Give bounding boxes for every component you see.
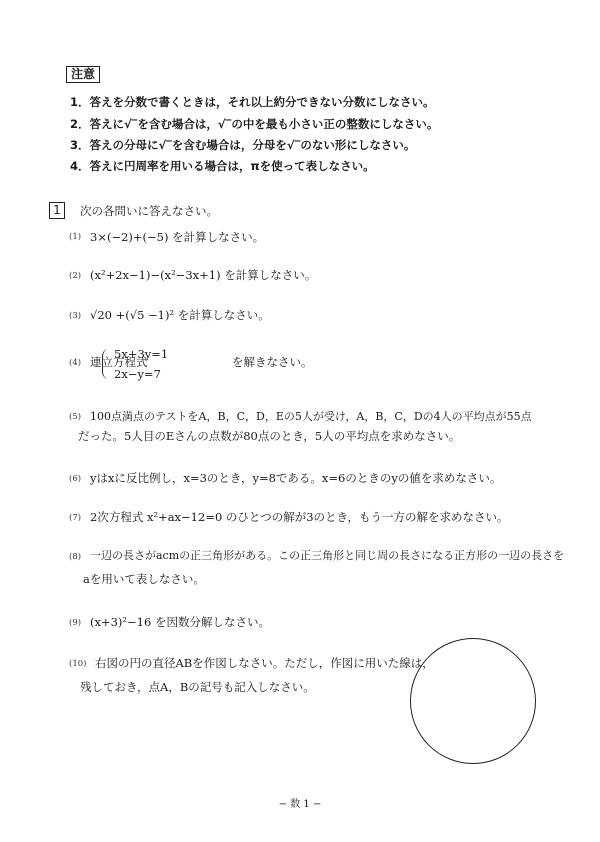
problem-4-tail: を解きなさい。 <box>232 355 313 369</box>
problem-6-number: (6) <box>69 474 82 484</box>
page-number: − 数 1 − <box>278 799 322 810</box>
notice-item-2: 2．答えに√‾を含む場合は，√‾の中を最も小さい正の整数にしなさい。 <box>70 117 439 131</box>
problem-8-number: (8) <box>69 552 82 562</box>
notice-label: 注意 <box>66 66 100 83</box>
problem-5-line-1: 100点満点のテストをA，B，C，D，Eの5人が受け，A，B，C，Dの4人の平均点が55点 <box>90 410 532 423</box>
problem-6-text: yはxに反比例し，x=3のとき，y=8である。x=6のときのyの値を求めなさい。 <box>90 471 502 485</box>
section-intro: 次の各問いに答えなさい。 <box>80 204 218 218</box>
section-number-box: 1 <box>49 202 65 219</box>
problem-9-number: (9) <box>69 618 82 628</box>
problem-7-text: 2次方程式 x²+ax−12=0 のひとつの解が3のとき，もう一方の解を求めなさい。 <box>90 510 509 524</box>
problem-10-line-2: 残しておき，点A，Bの記号も記入しなさい。 <box>80 680 315 694</box>
problem-1-number: (1) <box>69 232 82 242</box>
problem-4-equation-1: 5x+3y=1 <box>114 347 169 361</box>
problem-2-text: (x²+2x−1)−(x²−3x+1) を計算しなさい。 <box>90 268 317 282</box>
problem-5-number: (5) <box>69 412 82 422</box>
problem-8-line-2: aを用いて表しなさい。 <box>83 572 205 586</box>
notice-item-1: 1．答えを分数で書くときは，それ以上約分できない分数にしなさい。 <box>70 95 435 109</box>
notice-item-4: 4．答えに円周率を用いる場合は，πを使って表しなさい。 <box>70 159 375 173</box>
problem-5-line-2: だった。5人目のEさんの点数が80点のとき，5人の平均点を求めなさい。 <box>78 429 461 443</box>
problem-3-text: √20 +(√5 −1)² を計算しなさい。 <box>90 308 270 322</box>
problem-4-number: (4) <box>69 358 82 368</box>
problem-7-number: (7) <box>69 513 82 523</box>
problem-1-text: 3×(−2)+(−5) を計算しなさい。 <box>90 230 265 244</box>
problem-10-number: (10) <box>69 659 87 669</box>
notice-item-3: 3．答えの分母に√‾を含む場合は，分母を√‾のない形にしなさい。 <box>70 138 416 152</box>
construction-circle <box>410 638 536 764</box>
problem-10-line-1: 右図の円の直径ABを作図しなさい。ただし，作図に用いた線は， <box>95 656 434 670</box>
problem-2-number: (2) <box>69 271 82 281</box>
problem-4-equation-2: 2x−y=7 <box>114 367 161 381</box>
problem-9-text: (x+3)²−16 を因数分解しなさい。 <box>90 615 270 629</box>
system-brace <box>102 349 109 379</box>
problem-3-number: (3) <box>69 311 82 321</box>
problem-8-line-1: 一辺の長さがacmの正三角形がある。この正三角形と同じ周の長さになる正方形の一辺の長さを <box>90 549 565 562</box>
problem-4-label: 連立方程式 <box>90 355 148 369</box>
